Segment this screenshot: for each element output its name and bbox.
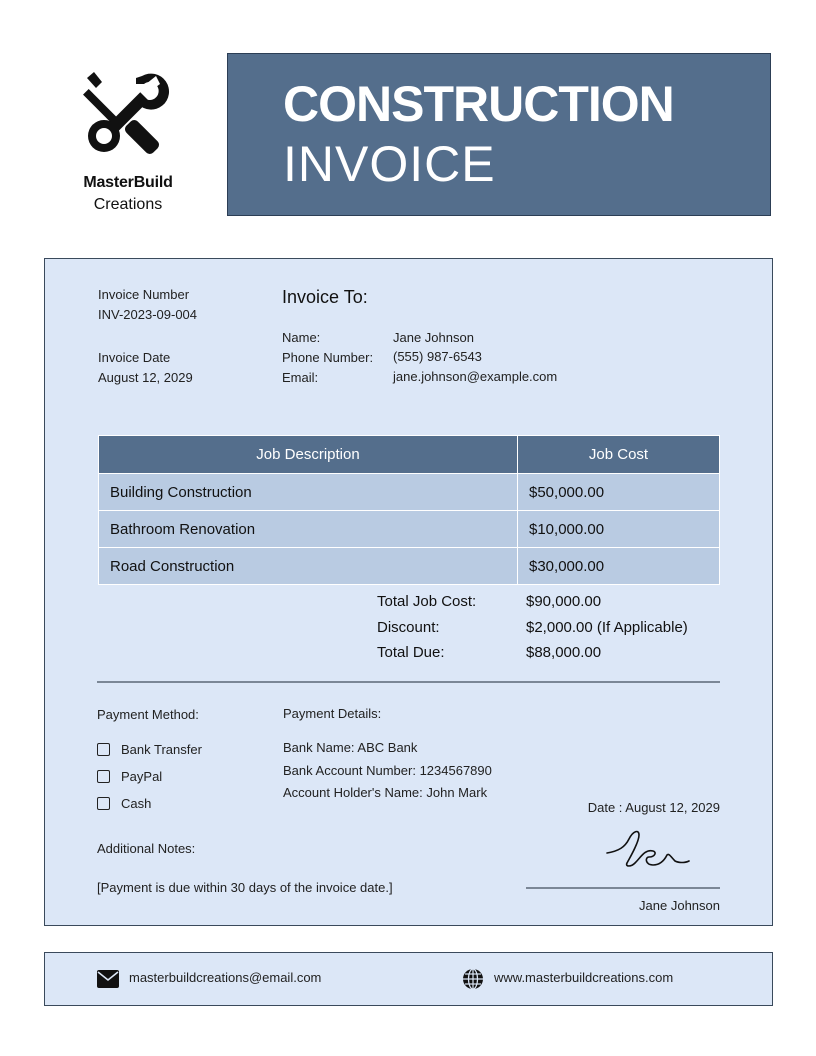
- invoice-date-label: Invoice Date: [98, 350, 171, 365]
- bank-transfer-label: Bank Transfer: [121, 742, 202, 757]
- invoice-date-value: August 12, 2029: [98, 370, 193, 385]
- header-banner: [227, 53, 771, 216]
- job-cost: $50,000.00: [518, 474, 720, 511]
- jobs-table: [98, 435, 720, 585]
- total-due-label: Total Due:: [377, 644, 445, 661]
- email-value: jane.johnson@example.com: [393, 369, 558, 384]
- bank-account-number: Bank Account Number: 1234567890: [283, 763, 492, 778]
- total-job-cost-label: Total Job Cost:: [377, 593, 477, 610]
- brand-name: MasterBuild: [83, 174, 173, 191]
- page-title: CONSTRUCTION: [283, 76, 674, 132]
- email-label: Email:: [282, 370, 319, 385]
- footer-email[interactable]: masterbuildcreations@email.com: [129, 970, 322, 985]
- signature-name: Jane Johnson: [639, 898, 720, 913]
- page-subtitle: INVOICE: [283, 136, 496, 192]
- tools-wrench-screwdriver-icon: [82, 70, 172, 160]
- invoice-number-value: INV-2023-09-004: [98, 307, 198, 322]
- cash-label: Cash: [121, 796, 152, 811]
- phone-label: Phone Number:: [282, 350, 374, 365]
- paypal-label: PayPal: [121, 769, 163, 784]
- divider: [97, 681, 720, 683]
- brand-subname: Creations: [93, 196, 163, 213]
- bank-transfer-checkbox[interactable]: [97, 743, 110, 756]
- globe-icon: [462, 968, 484, 990]
- table-row: [99, 548, 720, 585]
- payment-details-label: Payment Details:: [283, 706, 382, 721]
- column-header-description: Job Description: [99, 436, 518, 474]
- discount-label: Discount:: [377, 619, 440, 636]
- footer: [44, 952, 773, 1006]
- job-cost: $10,000.00: [518, 511, 720, 548]
- job-description: Bathroom Renovation: [99, 511, 518, 548]
- additional-notes-label: Additional Notes:: [97, 841, 196, 856]
- account-holder: Account Holder's Name: John Mark: [283, 785, 488, 800]
- name-value: Jane Johnson: [393, 330, 474, 345]
- discount-value: $2,000.00 (If Applicable): [526, 619, 688, 636]
- cash-checkbox[interactable]: [97, 797, 110, 810]
- invoice-panel: [44, 258, 773, 926]
- total-due-value: $88,000.00: [526, 644, 602, 661]
- invoice-to-heading: Invoice To:: [282, 287, 368, 307]
- name-label: Name:: [282, 330, 321, 345]
- table-header-row: [99, 436, 720, 474]
- phone-value: (555) 987-6543: [393, 349, 482, 364]
- footer-website[interactable]: www.masterbuildcreations.com: [494, 970, 674, 985]
- signature-line: [526, 887, 720, 889]
- table-row: [99, 474, 720, 511]
- paypal-checkbox[interactable]: [97, 770, 110, 783]
- column-header-cost: Job Cost: [518, 436, 720, 474]
- job-description: Road Construction: [99, 548, 518, 585]
- invoice-number-label: Invoice Number: [98, 287, 190, 302]
- job-description: Building Construction: [99, 474, 518, 511]
- table-row: [99, 511, 720, 548]
- envelope-icon: [97, 970, 119, 988]
- signature-image: [605, 825, 690, 873]
- total-job-cost-value: $90,000.00: [526, 593, 602, 610]
- bank-name: Bank Name: ABC Bank: [283, 740, 418, 755]
- additional-notes-text: [Payment is due within 30 days of the invoice date.]: [97, 880, 393, 895]
- payment-method-label: Payment Method:: [97, 707, 199, 722]
- job-cost: $30,000.00: [518, 548, 720, 585]
- signature-date: Date : August 12, 2029: [587, 800, 720, 815]
